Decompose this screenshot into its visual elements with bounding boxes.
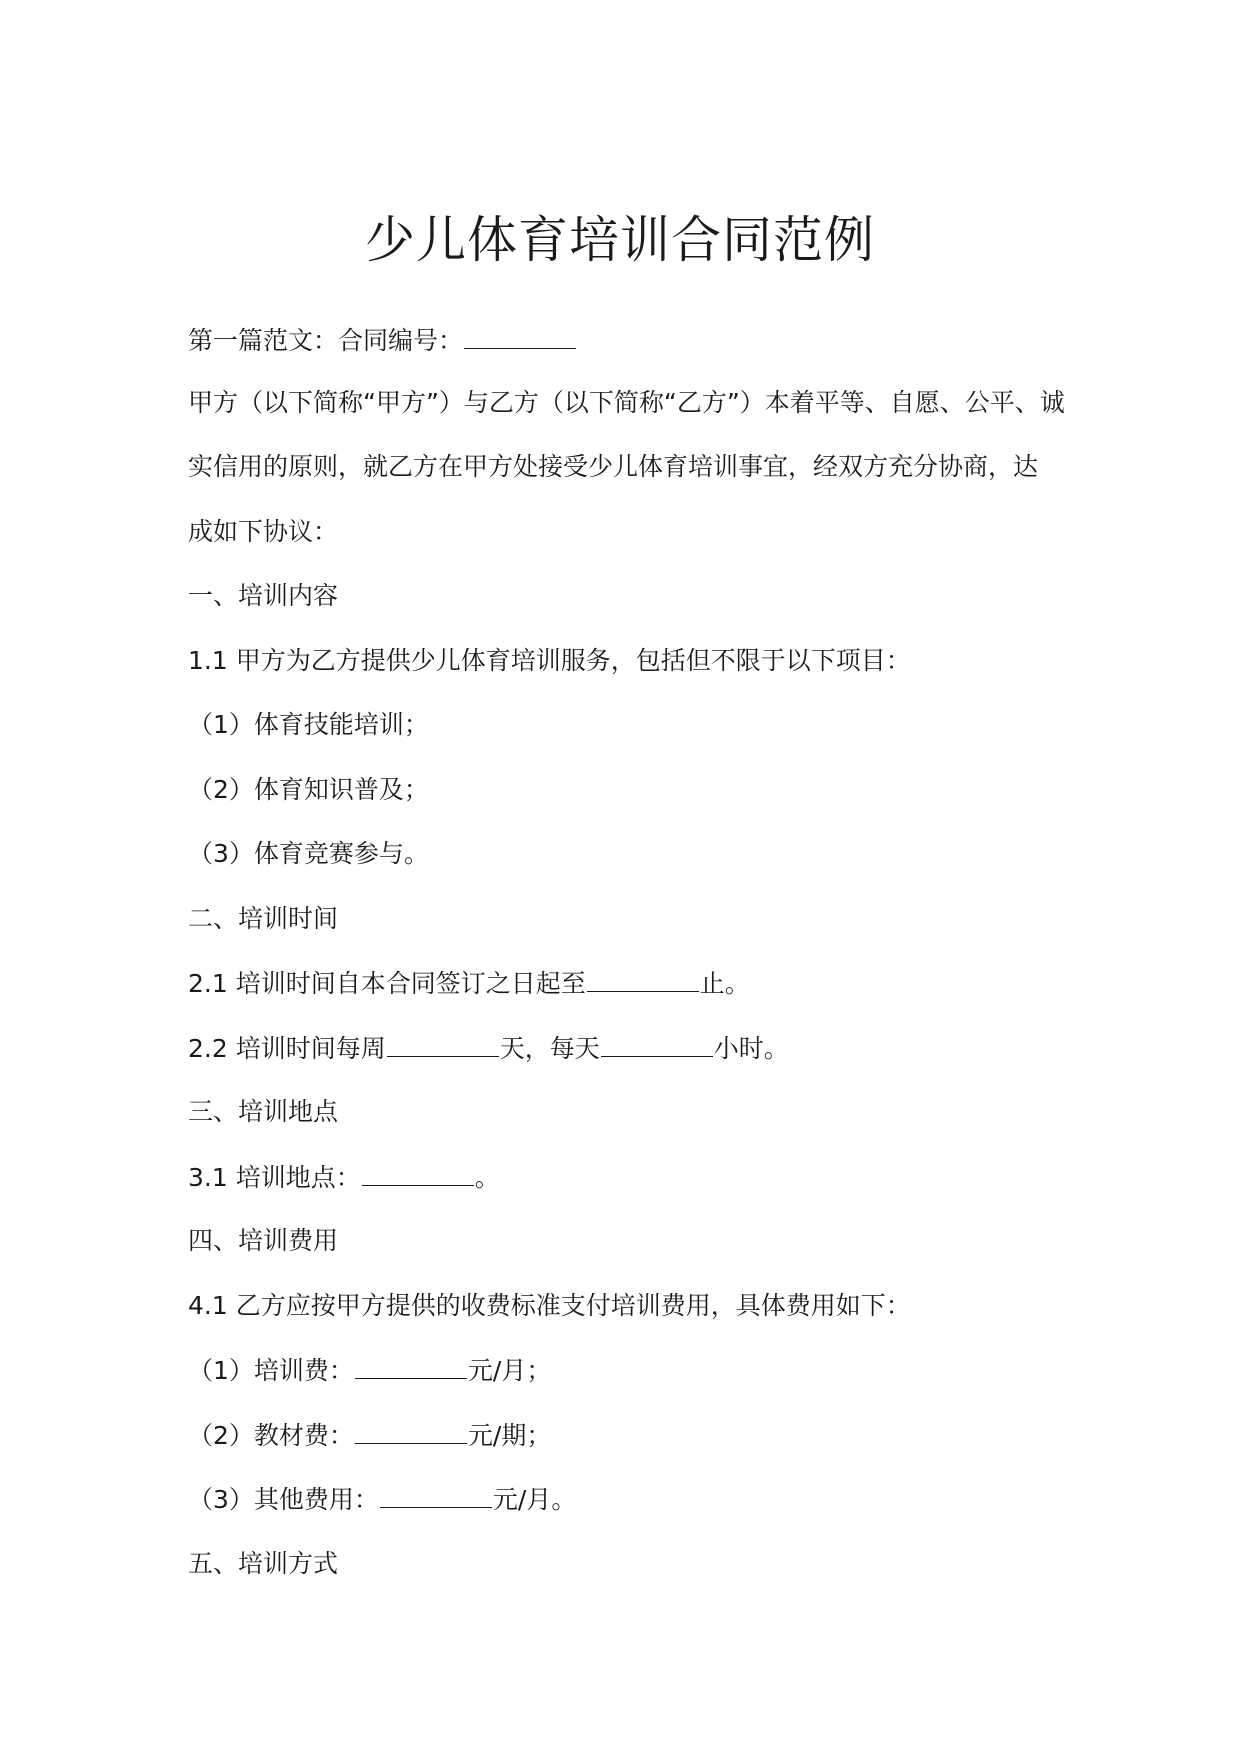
section-heading-training-content: 一、培训内容 — [188, 581, 339, 610]
fee-item-2-unit: 元/期； — [467, 1421, 552, 1450]
other-fee-blank — [380, 1481, 492, 1508]
intro-paragraph-line-2: 实信用的原则，就乙方在甲方处接受少儿体育培训事宜，经双方充分协商，达 — [188, 452, 1039, 481]
clause-2-1-suffix: 止。 — [699, 969, 750, 998]
clause-2-1-text: 2.1 培训时间自本合同签订之日起至 — [188, 969, 586, 998]
intro-paragraph-line-3: 成如下协议： — [188, 517, 339, 546]
section-heading-training-method: 五、培训方式 — [188, 1549, 339, 1578]
clause-3-1 — [188, 1159, 500, 1196]
days-per-week-blank — [387, 1030, 499, 1057]
clause-3-1-suffix: 。 — [474, 1163, 500, 1192]
fee-item-1 — [188, 1352, 551, 1389]
contract-number-line — [188, 322, 577, 359]
clause-2-1 — [188, 965, 750, 1002]
clause-2-2-mid: 天，每天 — [499, 1034, 600, 1063]
section-heading-training-time: 二、培训时间 — [188, 904, 339, 933]
document-title: 少儿体育培训合同范例 — [365, 211, 875, 269]
fee-item-2 — [188, 1417, 551, 1454]
fee-item-3-unit: 元/月。 — [492, 1485, 577, 1514]
materials-fee-blank — [355, 1417, 467, 1444]
clause-2-2-suffix: 小时。 — [713, 1034, 789, 1063]
fee-item-3 — [188, 1481, 576, 1518]
list-item-2: （2）体育知识普及； — [188, 775, 429, 804]
section-heading-training-fees: 四、培训费用 — [188, 1226, 339, 1255]
hours-per-day-blank — [601, 1030, 713, 1057]
location-blank — [362, 1159, 474, 1186]
end-date-blank — [587, 965, 699, 992]
intro-paragraph-line-1: 甲方（以下简称“甲方”）与乙方（以下简称“乙方”）本着平等、自愿、公平、诚 — [188, 388, 1065, 417]
clause-4-1: 4.1 乙方应按甲方提供的收费标准支付培训费用，具体费用如下： — [188, 1291, 911, 1320]
clause-2-2 — [188, 1030, 789, 1067]
clause-3-1-text: 3.1 培训地点： — [188, 1163, 361, 1192]
clause-1-1: 1.1 甲方为乙方提供少儿体育培训服务，包括但不限于以下项目： — [188, 646, 911, 675]
fee-item-2-label: （2）教材费： — [188, 1421, 354, 1450]
contract-number-blank — [464, 322, 576, 349]
list-item-1: （1）体育技能培训； — [188, 710, 429, 739]
fee-item-1-label: （1）培训费： — [188, 1356, 354, 1385]
fee-item-3-label: （3）其他费用： — [188, 1485, 379, 1514]
list-item-3: （3）体育竞赛参与。 — [188, 839, 429, 868]
clause-2-2-text: 2.2 培训时间每周 — [188, 1034, 386, 1063]
section-heading-training-location: 三、培训地点 — [188, 1097, 339, 1126]
contract-number-label: 第一篇范文：合同编号： — [188, 326, 464, 355]
fee-item-1-unit: 元/月； — [467, 1356, 552, 1385]
training-fee-blank — [355, 1352, 467, 1379]
